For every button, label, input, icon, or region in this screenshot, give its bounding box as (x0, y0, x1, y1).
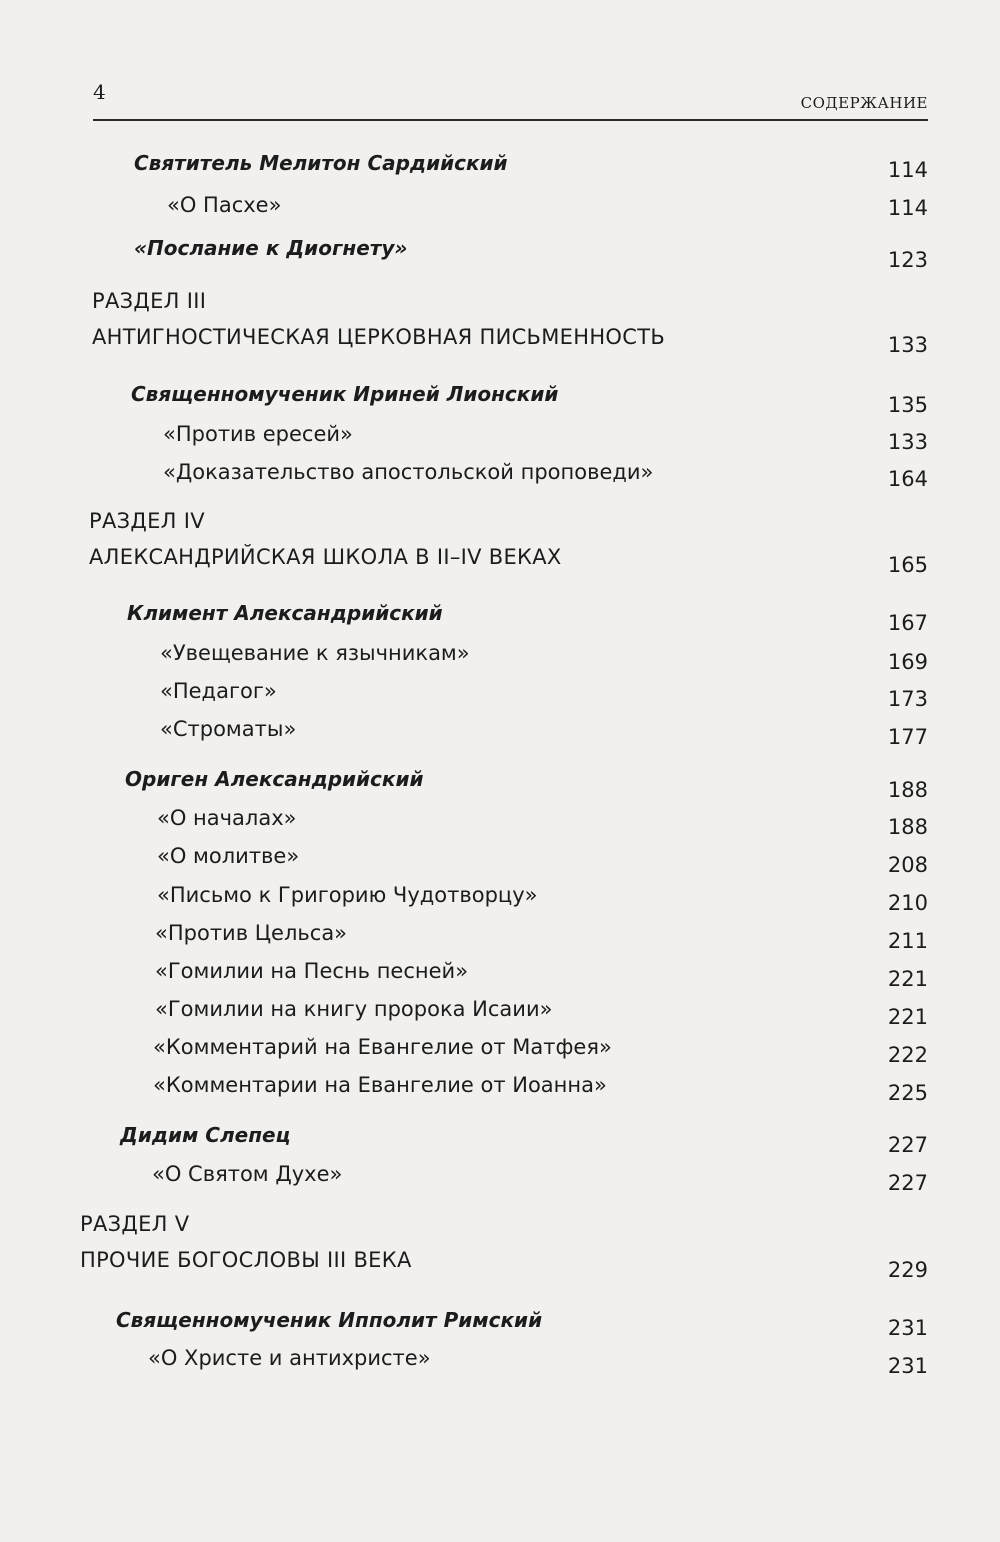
toc-work: «Против ересей» (163, 422, 353, 446)
toc-author: Дидим Слепец (120, 1123, 291, 1147)
toc-author: Климент Александрийский (127, 601, 443, 625)
toc-page-number: 222 (887, 1043, 928, 1067)
toc-work: «О молитве» (157, 844, 300, 868)
toc-section-label: РАЗДЕЛ IV (89, 509, 205, 533)
toc-work: «Против Цельса» (155, 921, 348, 945)
toc-work: «Доказательство апостольской проповеди» (163, 460, 654, 484)
toc-page-number: 210 (887, 891, 928, 915)
toc-work: «Гомилии на книгу пророка Исаии» (155, 997, 553, 1021)
toc-work: «О Святом Духе» (152, 1162, 343, 1186)
toc-page-number: 231 (887, 1354, 928, 1378)
toc-work: «Педагог» (160, 679, 277, 703)
toc-page-number: 231 (887, 1316, 928, 1340)
toc-page-number: 133 (887, 430, 928, 454)
toc-page-number: 114 (887, 196, 928, 220)
toc-section-title: ПРОЧИЕ БОГОСЛОВЫ III ВЕКА (80, 1248, 412, 1272)
toc-page-number: 211 (887, 929, 928, 953)
toc-page-number: 114 (887, 158, 928, 182)
toc-page-number: 227 (887, 1171, 928, 1195)
toc-section-title: АЛЕКСАНДРИЙСКАЯ ШКОЛА В II–IV ВЕКАХ (89, 545, 562, 569)
toc-author: «Послание к Диогнету» (134, 236, 408, 260)
toc-author: Священномученик Ипполит Римский (116, 1308, 543, 1332)
toc-page-number: 221 (887, 967, 928, 991)
toc-author: Священномученик Ириней Лионский (131, 382, 559, 406)
toc-work: «Строматы» (160, 717, 297, 741)
toc-work: «О Пасхе» (167, 193, 282, 217)
toc-work: «О Христе и антихристе» (148, 1346, 431, 1370)
toc-work: «Комментарии на Евангелие от Иоанна» (153, 1073, 607, 1097)
toc-page-number: 177 (887, 725, 928, 749)
toc-work: «Увещевание к язычникам» (160, 641, 470, 665)
toc-author: Святитель Мелитон Сардийский (134, 151, 508, 175)
toc-section-label: РАЗДЕЛ III (92, 289, 207, 313)
toc-page-number: 169 (887, 650, 928, 674)
toc-section-label: РАЗДЕЛ V (80, 1212, 190, 1236)
toc-page-number: 188 (887, 815, 928, 839)
toc-author: Ориген Александрийский (125, 767, 424, 791)
toc-section-title: АНТИГНОСТИЧЕСКАЯ ЦЕРКОВНАЯ ПИСЬМЕННОСТЬ (92, 325, 666, 349)
toc-page-number: 229 (887, 1258, 928, 1282)
toc-work: «О началах» (157, 806, 297, 830)
toc-page-number: 173 (887, 687, 928, 711)
toc-page-number: 227 (887, 1133, 928, 1157)
header-rule (93, 119, 928, 121)
toc-page-number: 225 (887, 1081, 928, 1105)
toc-page-number: 167 (887, 611, 928, 635)
toc-page-number: 133 (887, 333, 928, 357)
page-number: 4 (93, 80, 106, 104)
toc-page-number: 135 (887, 393, 928, 417)
toc-page-number: 208 (887, 853, 928, 877)
toc-page-number: 165 (887, 553, 928, 577)
toc-page-number: 221 (887, 1005, 928, 1029)
toc-work: «Гомилии на Песнь песней» (155, 959, 469, 983)
toc-page-number: 188 (887, 778, 928, 802)
running-header: СОДЕРЖАНИЕ (800, 94, 928, 112)
toc-work: «Комментарий на Евангелие от Матфея» (153, 1035, 612, 1059)
toc-page-number: 164 (887, 467, 928, 491)
toc-page-number: 123 (887, 248, 928, 272)
toc-work: «Письмо к Григорию Чудотворцу» (157, 883, 538, 907)
